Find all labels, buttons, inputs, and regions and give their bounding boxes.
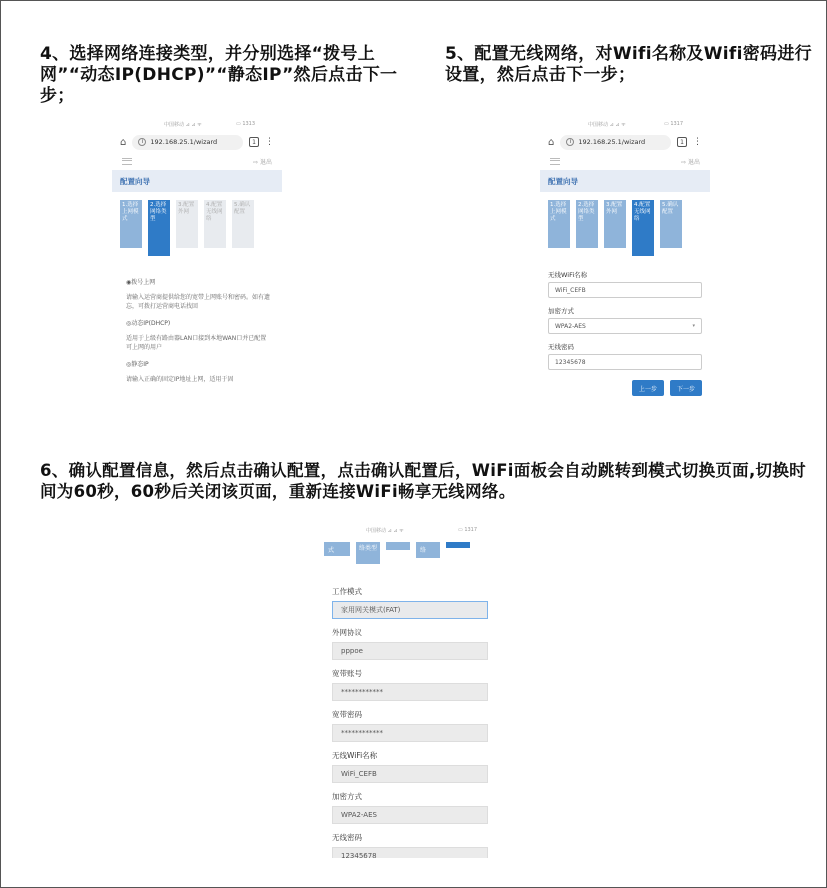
wizard-step-4[interactable]: 4.配置无线网络 [204,200,226,248]
wifi-password-field[interactable]: 12345678 [332,847,488,858]
wizard-title: 配置向导 [112,170,282,192]
wifi-password-label: 无线密码 [332,833,362,842]
wizard-step-1[interactable]: 1.选择上网模式 [120,200,142,248]
password-label: 无线密码 [548,343,574,351]
work-mode-field[interactable]: 家用网关模式(FAT) [332,601,488,619]
wifi-name-group [312,750,512,783]
step6-instruction: 6、确认配置信息，然后点击确认配置，点击确认配置后，WiFi面板会自动跳转到模式切换页面,切换时间为60秒，60秒后关闭该页面，重新连接WiFi畅享无线网络。 [40,461,806,501]
wifi-name-label: 无线WiFi名称 [548,271,588,279]
wifi-password-group [312,832,512,858]
menu-icon[interactable]: ⋮ [693,137,702,147]
password-group [540,342,710,370]
radio-static-ip[interactable]: ◎静态IP [126,361,149,368]
step6-screenshot [312,524,512,858]
password-input[interactable]: 12345678 [548,354,702,370]
wizard-step-3[interactable] [386,542,410,550]
wizard-step-3[interactable]: 3.配置外网 [604,200,626,248]
wizard-step-4[interactable]: 4.配置无线网络 [632,200,654,256]
browser-bar [112,132,282,152]
wizard-step-5[interactable]: 5.确认配置 [232,200,254,248]
broadband-password-label: 宽带密码 [332,710,362,719]
wizard-step-2[interactable]: 络类型 [356,542,380,564]
wan-protocol-field[interactable]: pppoe [332,642,488,660]
wizard-steps [324,542,470,564]
wizard-step-5[interactable] [446,542,470,548]
step5-instruction: 5、配置无线网络，对Wifi名称及Wifi密码进行设置，然后点击下一步； [445,44,812,85]
wizard-step-2[interactable]: 2.选择网络类型 [576,200,598,248]
wizard-step-5[interactable]: 5.确认配置 [660,200,682,248]
encryption-field[interactable]: WPA2-AES [332,806,488,824]
url-text: 192.168.25.1/wizard [578,138,646,146]
prev-button[interactable]: 上一步 [632,380,664,396]
chevron-down-icon: ▾ [692,323,695,329]
wizard-steps [540,192,710,256]
static-ip-description: 请输入正确的固定IP地址上网，适用于固 [126,376,234,383]
status-bar [312,524,512,538]
wizard-step-1[interactable]: 1.选择上网模式 [548,200,570,248]
radio-dhcp[interactable]: ◎动态IP(DHCP) [126,320,171,327]
broadband-password-group [312,709,512,742]
confirm-fields [312,580,512,858]
status-signal: 中国移动 ⊿ ⊿ ᯤ [366,528,404,534]
wizard-steps [112,192,282,256]
tab-count-button[interactable]: 1 [249,137,259,147]
status-battery: ▭ 1313 [236,121,256,127]
status-signal: 中国移动 ⊿ ⊿ ᯤ [588,122,626,128]
wifi-name-group [540,270,710,298]
wan-protocol-label: 外网协议 [332,628,362,637]
wan-protocol-group [312,627,512,660]
wifi-name-field[interactable]: WiFi_CEFB [332,765,488,783]
wizard-step-4[interactable]: 络 [416,542,440,558]
encryption-value: WPA2-AES [555,322,586,330]
dhcp-description: 适用于上级有路由器LAN口接到本地WAN口并已配置可上网的用户 [126,335,267,351]
encryption-group [312,791,512,824]
broadband-account-label: 宽带账号 [332,669,362,678]
wizard-step-2[interactable]: 2.选择网络类型 [148,200,170,256]
pppoe-description: 请输入运营商提供给您的宽带上网账号和密码。如有遗忘，可拨打运营商电话找回 [126,294,271,310]
wizard-title: 配置向导 [540,170,710,192]
work-mode-group [312,586,512,619]
hamburger-icon[interactable] [550,158,560,165]
tab-count-button[interactable]: 1 [677,137,687,147]
info-icon: i [566,138,574,146]
step4-screenshot [112,116,282,416]
menu-icon[interactable]: ⋮ [265,137,274,147]
encryption-label: 加密方式 [332,792,362,801]
wizard-step-3[interactable]: 3.配置外网 [176,200,198,248]
step5-screenshot [540,116,710,418]
address-bar[interactable] [560,135,671,150]
info-icon: i [138,138,146,146]
url-text: 192.168.25.1/wizard [150,138,218,146]
work-mode-label: 工作模式 [332,587,362,596]
encryption-group [540,306,710,334]
wizard-step-1[interactable]: 式 [324,542,350,556]
home-icon[interactable]: ⌂ [120,136,127,148]
home-icon[interactable]: ⌂ [548,136,555,148]
hamburger-icon[interactable] [122,158,132,165]
address-bar[interactable] [132,135,243,150]
status-bar [112,116,282,132]
logout-link[interactable]: ⇨ 退出 [681,158,700,166]
wifi-name-input[interactable]: WiFi_CEFB [548,282,702,298]
encryption-label: 加密方式 [548,307,574,315]
next-button[interactable]: 下一步 [670,380,702,396]
status-battery: ▭ 1317 [664,121,684,127]
step4-instruction: 4、选择网络连接类型，并分别选择“拨号上网”“动态IP(DHCP)”“静态IP”然后点击下一步； [40,44,398,106]
status-battery: ▭ 1317 [458,527,478,533]
router-header [112,152,282,170]
encryption-select[interactable] [548,318,702,334]
router-header [540,152,710,170]
broadband-account-group [312,668,512,701]
logout-link[interactable]: ⇨ 退出 [253,158,272,166]
broadband-account-field[interactable]: ************ [332,683,488,701]
connection-type-options [112,256,282,384]
wizard-buttons [540,370,710,396]
status-bar [540,116,710,132]
radio-pppoe[interactable]: ◉拨号上网 [126,279,156,286]
browser-bar [540,132,710,152]
status-signal: 中国移动 ⊿ ⊿ ᯤ [164,122,202,128]
broadband-password-field[interactable]: ************ [332,724,488,742]
wifi-name-label: 无线WiFi名称 [332,751,378,760]
